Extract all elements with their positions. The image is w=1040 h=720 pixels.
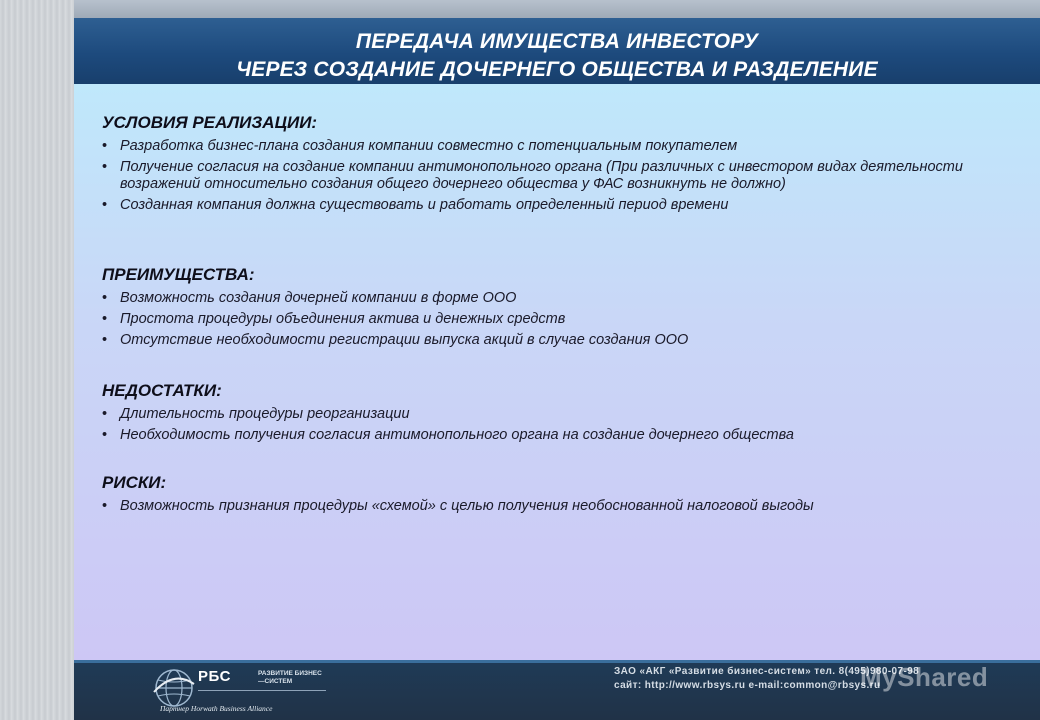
section-title-risks: РИСКИ: (102, 473, 167, 492)
logo-text: РБС (198, 668, 231, 685)
left-decor-strip (0, 0, 74, 720)
logo-divider (198, 690, 326, 691)
section-advantages (102, 264, 1032, 349)
section-conditions (102, 112, 1032, 214)
section-title-disadvantages: НЕДОСТАТКИ: (102, 381, 222, 400)
list-item: • Отсутствие необходимости регистрации выпуска акций в случае создания ООО (102, 332, 1032, 349)
list-item: • Простота процедуры объединения актива и денежных средств (102, 311, 1032, 328)
list-item: • Длительность процедуры реорганизации (102, 406, 1032, 423)
watermark: MyShared (860, 662, 989, 692)
list-item: • Возможность создания дочерней компании в форме ООО (102, 290, 1032, 307)
contacts-line-company: ЗАО «АКГ «Развитие бизнес-систем» тел. 8(495)980-07-98 (614, 666, 920, 677)
section-risks (102, 472, 1032, 515)
list-item: • Получение согласия на создание компании антимонопольного органа (При различных с инвестором видах деятельности возражений относительно создания общего дочернего общества у ФАС возникнуть не должно) (102, 159, 1032, 193)
slide-header (74, 18, 1040, 84)
list-item: • Созданная компания должна существовать и работать определенный период времени (102, 197, 1032, 214)
logo-subtitle: РАЗВИТИЕ БИЗНЕС—СИСТЕМ (258, 670, 322, 685)
slide-title-line2: ЧЕРЕЗ СОЗДАНИЕ ДОЧЕРНЕГО ОБЩЕСТВА И РАЗДЕЛЕНИЕ (236, 58, 878, 81)
section-disadvantages (102, 380, 1032, 444)
partner-caption: Партнер Horwath Business Alliance (160, 704, 273, 713)
slide-content (74, 84, 1040, 660)
section-title-advantages: ПРЕИМУЩЕСТВА: (102, 265, 255, 284)
top-decor-strip (74, 0, 1040, 18)
list-item: • Возможность признания процедуры «схемой» с целью получения необоснованной налоговой выгоды (102, 498, 1032, 515)
slide-title-line1: ПЕРЕДАЧА ИМУЩЕСТВА ИНВЕСТОРУ (355, 30, 759, 53)
contacts-line-web: сайт: http://www.rbsys.ru e-mail:common@rbsys.ru (614, 680, 881, 691)
list-item: • Разработка бизнес-плана создания компании совместно с потенциальным покупателем (102, 138, 1032, 155)
list-item: • Необходимость получения согласия антимонопольного органа на создание дочернего общества (102, 427, 1032, 444)
section-title-conditions: УСЛОВИЯ РЕАЛИЗАЦИИ: (102, 113, 318, 132)
